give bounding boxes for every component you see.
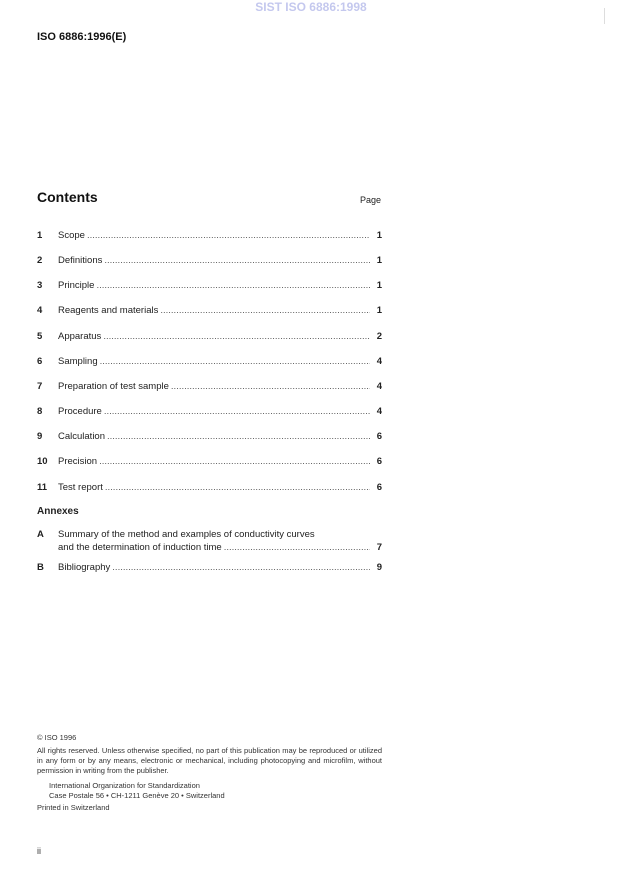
entry-number: 1 bbox=[37, 230, 43, 241]
divider bbox=[604, 8, 605, 24]
entry-page: 6 bbox=[376, 456, 382, 467]
entry-number: B bbox=[37, 562, 44, 573]
organization: International Organization for Standardization bbox=[49, 781, 200, 790]
entry-page: 4 bbox=[376, 356, 382, 367]
toc-entry-annex-a[interactable] bbox=[37, 529, 382, 540]
leader-dots bbox=[171, 381, 370, 392]
toc-entry[interactable] bbox=[37, 431, 382, 442]
entry-page: 6 bbox=[376, 482, 382, 493]
page-number: ii bbox=[37, 846, 41, 856]
entry-page: 2 bbox=[376, 331, 382, 342]
printed-in: Printed in Switzerland bbox=[37, 803, 110, 812]
toc-entry[interactable] bbox=[37, 356, 382, 367]
entry-number: 11 bbox=[37, 482, 48, 493]
entry-label: Reagents and materials bbox=[58, 305, 159, 316]
entry-number: 5 bbox=[37, 331, 43, 342]
entry-page: 4 bbox=[376, 381, 382, 392]
leader-dots bbox=[103, 331, 370, 342]
leader-dots bbox=[224, 542, 370, 553]
entry-label: Calculation bbox=[58, 431, 105, 442]
leader-dots bbox=[87, 230, 370, 241]
entry-number: 7 bbox=[37, 381, 43, 392]
leader-dots bbox=[112, 562, 370, 573]
entry-label: Principle bbox=[58, 280, 95, 291]
toc-entry[interactable] bbox=[37, 280, 382, 291]
toc-entry-annex-b[interactable] bbox=[37, 562, 382, 573]
entry-label: Definitions bbox=[58, 255, 103, 266]
entry-number: 3 bbox=[37, 280, 43, 291]
entry-label: Sampling bbox=[58, 356, 98, 367]
toc-entry[interactable] bbox=[37, 230, 382, 241]
toc-entry[interactable] bbox=[37, 255, 382, 266]
rights-notice: All rights reserved. Unless otherwise specified, no part of this publication may be reproduced or utilized in any form or by any means, electronic or mechanical, including photocopying and microfilm, without permission in writing from the publisher. bbox=[37, 746, 382, 775]
page-column-label: Page bbox=[360, 195, 382, 205]
entry-page: 1 bbox=[376, 280, 382, 291]
copyright: © ISO 1996 bbox=[37, 733, 77, 742]
entry-label: Scope bbox=[58, 230, 85, 241]
annexes-title: Annexes bbox=[37, 506, 79, 517]
entry-page: 1 bbox=[376, 255, 382, 266]
toc-entry[interactable] bbox=[37, 406, 382, 417]
entry-number: 6 bbox=[37, 356, 43, 367]
leader-dots bbox=[96, 280, 370, 291]
entry-page: 1 bbox=[376, 230, 382, 241]
address: Case Postale 56 • CH-1211 Genève 20 • Switzerland bbox=[49, 791, 225, 800]
entry-page: 7 bbox=[376, 542, 382, 553]
entry-page: 9 bbox=[376, 562, 382, 573]
entry-label: Apparatus bbox=[58, 331, 102, 342]
entry-label: Test report bbox=[58, 482, 103, 493]
leader-dots bbox=[100, 356, 370, 367]
entry-number: A bbox=[37, 529, 44, 540]
entry-page: 1 bbox=[376, 305, 382, 316]
toc-entry-annex-a-line2[interactable] bbox=[37, 542, 382, 553]
leader-dots bbox=[104, 255, 370, 266]
contents-title: Contents bbox=[37, 189, 98, 205]
leader-dots bbox=[104, 406, 370, 417]
entry-page: 6 bbox=[376, 431, 382, 442]
leader-dots bbox=[107, 431, 370, 442]
toc-entry[interactable] bbox=[37, 381, 382, 392]
entry-label: Precision bbox=[58, 456, 98, 467]
entry-label: and the determination of induction time bbox=[58, 542, 222, 553]
document-header: ISO 6886:1996(E) bbox=[37, 31, 127, 43]
entry-number: 2 bbox=[37, 255, 43, 266]
entry-number: 10 bbox=[37, 456, 48, 467]
entry-label: Bibliography bbox=[58, 562, 111, 573]
entry-number: 9 bbox=[37, 431, 43, 442]
toc-entry[interactable] bbox=[37, 331, 382, 342]
entry-page: 4 bbox=[376, 406, 382, 417]
entry-label: Preparation of test sample bbox=[58, 381, 169, 392]
leader-dots bbox=[105, 482, 370, 493]
entry-label: Procedure bbox=[58, 406, 102, 417]
leader-dots bbox=[99, 456, 370, 467]
entry-number: 4 bbox=[37, 305, 43, 316]
entry-number: 8 bbox=[37, 406, 43, 417]
watermark: SIST ISO 6886:1998 bbox=[255, 0, 367, 14]
entry-label-line1: Summary of the method and examples of conductivity curves bbox=[58, 529, 315, 540]
toc-entry[interactable] bbox=[37, 305, 382, 316]
leader-dots bbox=[160, 305, 370, 316]
toc-entry[interactable] bbox=[37, 482, 382, 493]
toc-entry[interactable] bbox=[37, 456, 382, 467]
